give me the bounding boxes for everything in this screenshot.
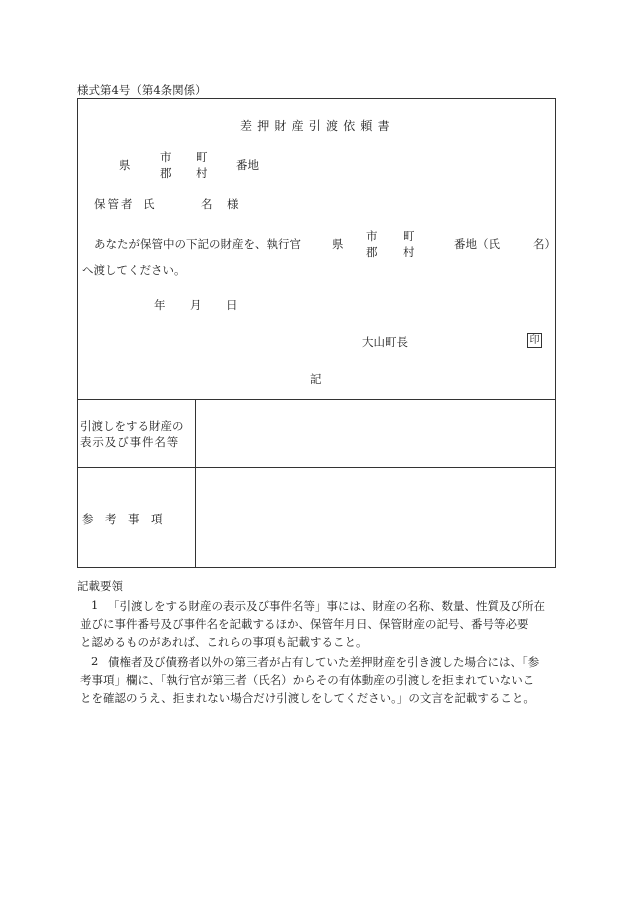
custodian-mei: 名 [201,197,213,211]
address-gun: 郡 [160,166,172,180]
address-banchi: 番地 [236,158,259,172]
address-ken: 県 [119,158,131,172]
note1-line1: 「引渡しをする財産の表示及び事件名等」事には、財産の名称、数量、性質及び所在 [108,599,545,613]
custodian-sama: 様 [227,197,239,211]
body-line2: へ渡してください。 [82,263,186,277]
document-title: 差押財産引渡依頼書 [240,119,395,133]
note1-line3: と認めるものがあれば、これらの事項も記載すること。 [80,635,368,649]
date-day: 日 [226,298,238,312]
issuer-name: 大山町長 [362,335,408,349]
table-divider-top [77,399,556,400]
note2-number: 2 [91,654,99,668]
date-year: 年 [154,298,166,312]
note2-line2: 考事項」欄に、「執行官が第三者（氏名）からその有体動産の引渡しを拒まれていないこ [80,673,535,687]
note2-line1: 債権者及び債務者以外の第三者が占有していた差押財産を引き渡した場合には、「参 [108,655,540,669]
table-row2-label: 参 考 事 項 [82,512,163,526]
ki-heading: 記 [310,372,322,386]
notes-heading: 記載要領 [77,579,123,593]
date-month: 月 [190,298,202,312]
note1-line2: 並びに事件番号及び事件名を記載するほか、保管年月日、保管財産の記号、番号等必要 [80,617,529,631]
custodian-shi: 氏 [143,197,155,211]
body-ken: 県 [332,237,344,251]
note1-number: 1 [91,598,99,612]
form-box [77,98,556,568]
table-column-divider [195,399,196,568]
address-shi: 市 [160,150,172,164]
seal-mark: 印 [527,333,542,348]
table-row1-label-line2: 表示及び事件名等 [80,435,180,449]
body-mei-close: 名） [533,237,556,251]
custodian-label: 保管者 [94,197,135,211]
body-machi: 町 [403,229,415,243]
table-row1-label-line1: 引渡しをする財産の [80,419,184,433]
address-mura: 村 [196,166,208,180]
table-divider-middle [77,467,556,468]
body-shi: 市 [366,229,378,243]
body-banchi: 番地（氏 [454,237,500,251]
body-mura: 村 [403,245,415,259]
form-number-label: 様式第4号（第4条関係） [77,83,207,97]
address-machi: 町 [196,150,208,164]
note2-line3: とを確認のうえ、拒まれない場合だけ引渡しをしてください。」の文言を記載すること。 [80,691,535,705]
body-gun: 郡 [366,245,378,259]
body-line1: あなたが保管中の下記の財産を、執行官 [94,237,301,251]
